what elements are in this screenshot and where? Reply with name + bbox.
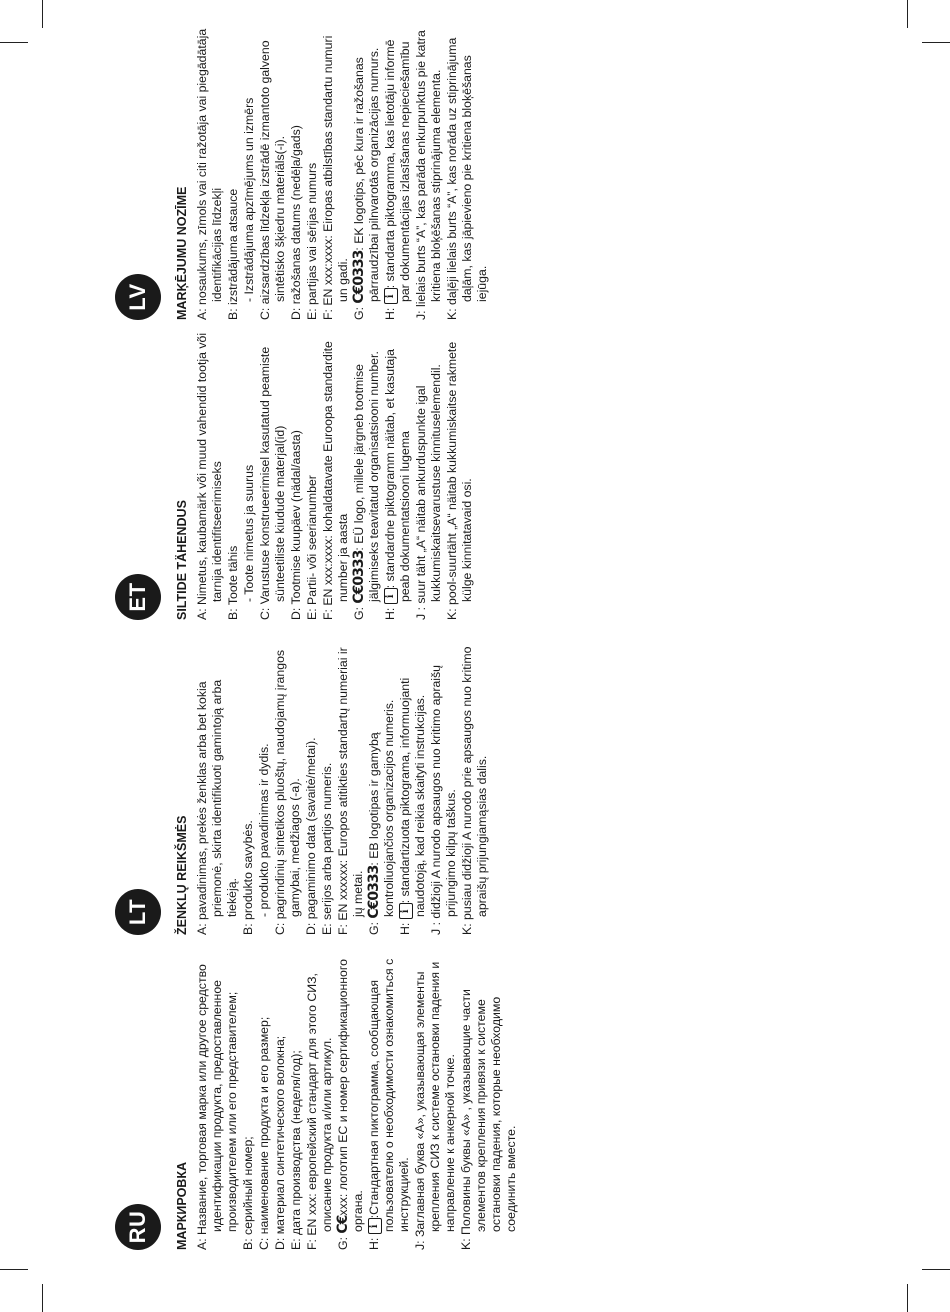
item-key: C: (258, 604, 272, 620)
item-text: Toote tähis (226, 545, 240, 606)
marking-item (321, 25, 351, 320)
item-text: lielais burts “A”, kas parāda enkurpunktus pie katra kritiena bloķēšanas stiprinājuma elementa. (414, 30, 443, 308)
item-key: C: (258, 304, 272, 320)
info-book-icon: i (368, 1218, 382, 1234)
marking-subitem: - produkto pavadinimas ir dydis. (257, 743, 271, 917)
marking-item (414, 325, 444, 620)
section-lt (115, 640, 491, 935)
item-key: H: (383, 304, 397, 320)
marking-item (241, 955, 256, 1250)
item-text: serijos arba partijos numeris. (320, 762, 334, 920)
item-text: pagrindinių sintetikos pluoštų, naudojamų įrangos gamybai, medžiagos (-a). (273, 649, 302, 920)
info-book-icon: i (384, 588, 398, 604)
item-key: G: (336, 1233, 350, 1250)
item-key: J : (429, 918, 443, 935)
item-key: E: (305, 304, 319, 320)
marking-item (445, 25, 490, 320)
item-text: EN xxx:xxxx: kohaldatavate Euroopa standardite number ja aasta (321, 341, 350, 606)
section-title: SILTIDE TÄHENDUS (175, 500, 189, 620)
item-text: EN xxx: европейский стандарт для этого СИЗ, описание продукта и/или артикул. (305, 973, 334, 1236)
item-text: Название, торговая марка или другое средство идентификации продукта, предоставленное производителем или его представителем; (195, 964, 239, 1235)
item-text: didžioji A nurodo apsaugos nuo kritimo apraišų prijungimo kilpų taškus. (429, 664, 458, 919)
item-key: F: (321, 305, 335, 320)
item-text: Половины буквы «A» , указывающие части элементов крепления привязи к системе остановки падения, которые необходимо соединить вместе. (459, 989, 518, 1235)
item-text: серийный номер; (241, 1136, 255, 1235)
language-badge: LV (115, 274, 161, 320)
marking-list (195, 640, 490, 935)
marking-item (413, 955, 458, 1250)
item-key: B: (226, 304, 240, 320)
language-badge: LT (115, 889, 161, 935)
item-text: наименование продукта и его размер; (257, 1016, 271, 1235)
marking-item (273, 955, 288, 1250)
item-key: F: (336, 920, 350, 935)
marking-item (305, 325, 320, 620)
marking-list (195, 955, 519, 1250)
marking-item (336, 640, 366, 935)
marking-item (367, 955, 412, 1250)
item-key: C: (257, 1234, 271, 1250)
item-text: daļēji lielais burts “A”, kas norāda uz stiprinājuma daļām, kas jāpievieno pie kritiena bloķēšanas iejūga. (445, 37, 489, 305)
marking-item (289, 955, 304, 1250)
section-lv (115, 25, 491, 320)
marking-item (352, 25, 382, 320)
item-key: H: (398, 919, 412, 935)
language-badge: ET (115, 574, 161, 620)
item-text: дата производства (неделя/год); (289, 1050, 303, 1235)
crop-mark (0, 1269, 28, 1270)
item-key: J: (414, 307, 428, 320)
item-key: F: (321, 605, 335, 620)
item-text: : EK logotips, pēc kura ir ražošanas pārraudzībai pilnvarotās organizācijas numurs. (352, 47, 381, 302)
section-ru (115, 955, 520, 1250)
item-text: материал синтетического волокна; (273, 1035, 287, 1235)
marking-subitem: - Toote nimetus ja suurus (242, 464, 256, 602)
item-text: Partii- või seerianumber (305, 475, 319, 605)
crop-mark (42, 1284, 43, 1312)
item-key: K: (460, 919, 474, 935)
ce-mark-icon: C€0333 (351, 250, 367, 304)
crop-mark (907, 0, 908, 28)
item-text: EN xxx:xxxx: Eiropas atbilstības standartu numuri un gadi. (321, 35, 350, 306)
marking-item (273, 640, 303, 935)
item-key: A: (195, 1234, 209, 1250)
item-text: xxx: логотип ЕС и номер сертификационного органа. (336, 959, 365, 1232)
item-key: B: (241, 1234, 255, 1250)
marking-item (320, 640, 335, 935)
language-badge: RU (115, 1204, 161, 1250)
marking-item (258, 25, 288, 320)
item-key: K: (459, 1234, 473, 1250)
item-key: A: (195, 304, 209, 320)
marking-item (195, 25, 225, 320)
crop-mark (0, 42, 28, 43)
crop-mark (922, 42, 950, 43)
item-text: Varustuse konstrueerimisel kasutatud peamiste sünteetiliste kiudude materjal(id) (258, 346, 287, 605)
ce-mark-icon: C€0333 (351, 550, 367, 604)
section-title: МАРКИРОВКА (175, 1162, 189, 1250)
item-key: D: (289, 604, 303, 620)
marking-item (195, 325, 225, 620)
item-key: A: (195, 919, 209, 935)
marking-item (195, 640, 240, 935)
info-book-icon: i (399, 903, 413, 919)
item-key: G: (367, 918, 381, 935)
crop-mark (42, 0, 43, 28)
marking-item (226, 325, 241, 620)
marking-item (460, 640, 490, 935)
item-text: partijas vai sērijas numurs (305, 162, 319, 305)
item-key: D: (289, 304, 303, 320)
marking-item (289, 325, 304, 620)
item-key: G: (352, 303, 366, 320)
ce-mark-icon: C€ (335, 1215, 351, 1234)
item-key: H: (383, 604, 397, 620)
marking-item (304, 640, 319, 935)
info-book-icon: i (384, 288, 398, 304)
marking-item (257, 955, 272, 1250)
item-text: ražošanas datums (nedēļa/gads) (289, 125, 303, 305)
marking-item (241, 640, 256, 935)
item-text: pusiau didžioji A nurodo prie apsaugos nuo kritimo apraišų prijungiamąsias dalis. (460, 646, 489, 920)
item-text: : standarta piktogramma, kas lietotāju informē par dokumentācijas izlasīšanas nepieciešamību (383, 39, 412, 302)
item-key: K: (445, 304, 459, 320)
marking-item (321, 325, 351, 620)
marking-item (445, 325, 475, 620)
marking-item (367, 640, 397, 935)
item-key: K: (445, 604, 459, 620)
marking-item (398, 640, 428, 935)
item-text: : EÜ logo, millele järgneb tootmise jälgimiseks teavitatud organisatsiooni number. (352, 351, 381, 602)
item-text: suur täht „A“ näitab ankurduspunkte igal kukkumiskaitsevarustuse kinnituselemendil. (414, 364, 443, 604)
marking-item (226, 25, 241, 320)
rotated-page-content (115, 28, 915, 1250)
item-text: : standartizuota piktograma, informuojanti naudotoją, kad reikia skaityti instrukcijas. (398, 677, 427, 917)
item-key: D: (273, 1234, 287, 1250)
item-text: produkto savybės. (241, 820, 255, 920)
item-key: A: (195, 604, 209, 620)
section-et (115, 325, 476, 620)
marking-item (289, 25, 304, 320)
marking-item (195, 955, 240, 1250)
item-key: B: (226, 605, 240, 620)
crop-mark (907, 1284, 908, 1312)
item-text: EN xxxxxx: Europos atitikties standartų numeriai ir jų metai. (336, 647, 365, 921)
marking-list (195, 25, 490, 320)
item-key: H: (367, 1234, 381, 1250)
item-text: Nimetus, kaubamärk või muud vahendid tootja või tarnija identifitseerimiseks (195, 332, 224, 605)
marking-item (414, 25, 444, 320)
marking-item (459, 955, 519, 1250)
item-key: E: (289, 1234, 303, 1250)
item-key: F: (305, 1235, 319, 1250)
item-key: J: (413, 1237, 427, 1250)
item-text: nosaukums, zīmols vai citi ražotāja vai piegādātāja identifikācijas līdzekļi (195, 28, 224, 305)
item-text: Заглавная буква «A», указывающая элементы крепления СИЗ к системе остановки падения и направление к анкерной точке. (413, 961, 457, 1238)
crop-mark (922, 1269, 950, 1270)
item-key: J : (414, 603, 428, 620)
item-text: izstrādājuma atsauce (226, 188, 240, 305)
item-text: aizsardzības līdzekļa izstrādē izmantoto galveno sintētisko šķiedru materiāls(-i). (258, 40, 287, 305)
item-text: : EB logotipas ir gamybą kontroliuojančios organizacijos numeris. (367, 699, 396, 917)
marking-item (383, 325, 413, 620)
section-title: MARĶĒJUMU NOZĪME (175, 186, 189, 320)
marking-item (429, 640, 459, 935)
item-key: E: (320, 919, 334, 935)
item-key: C: (273, 919, 287, 935)
marking-item (305, 955, 335, 1250)
item-text: :Стандартная пиктограмма, сообщающая пользователю о необходимости ознакомиться с инструкцией. (367, 958, 411, 1232)
ce-mark-icon: C€0333 (366, 865, 382, 919)
marking-subitem: - Izstrādājuma apzīmējums un izmērs (242, 97, 256, 302)
item-key: G: (352, 603, 366, 620)
item-text: pagaminimo data (savaitė/metai). (304, 737, 318, 920)
marking-list (195, 325, 475, 620)
item-text: : standardne piktogramm näitab, et kasutaja peab dokumentatsiooni lugema (383, 349, 412, 602)
marking-item (258, 325, 288, 620)
marking-item (352, 325, 382, 620)
marking-item (336, 955, 366, 1250)
item-text: Tootmise kuupäev (nädal/aasta) (289, 430, 303, 605)
item-key: B: (241, 919, 255, 935)
item-key: D: (304, 919, 318, 935)
item-key: E: (305, 604, 319, 620)
section-title: ŽENKLŲ REIKŠMĖS (175, 815, 189, 935)
marking-item (305, 25, 320, 320)
marking-item (383, 25, 413, 320)
item-text: pool-suurtäht „A“ näitab kukkumiskaitse rakmete külge kinnitatavaid osi. (445, 341, 474, 605)
item-text: pavadinimas, prekės ženklas arba bet kokia priemonė, skirta identifikuoti gamintoją arba tiekėją. (195, 679, 239, 920)
